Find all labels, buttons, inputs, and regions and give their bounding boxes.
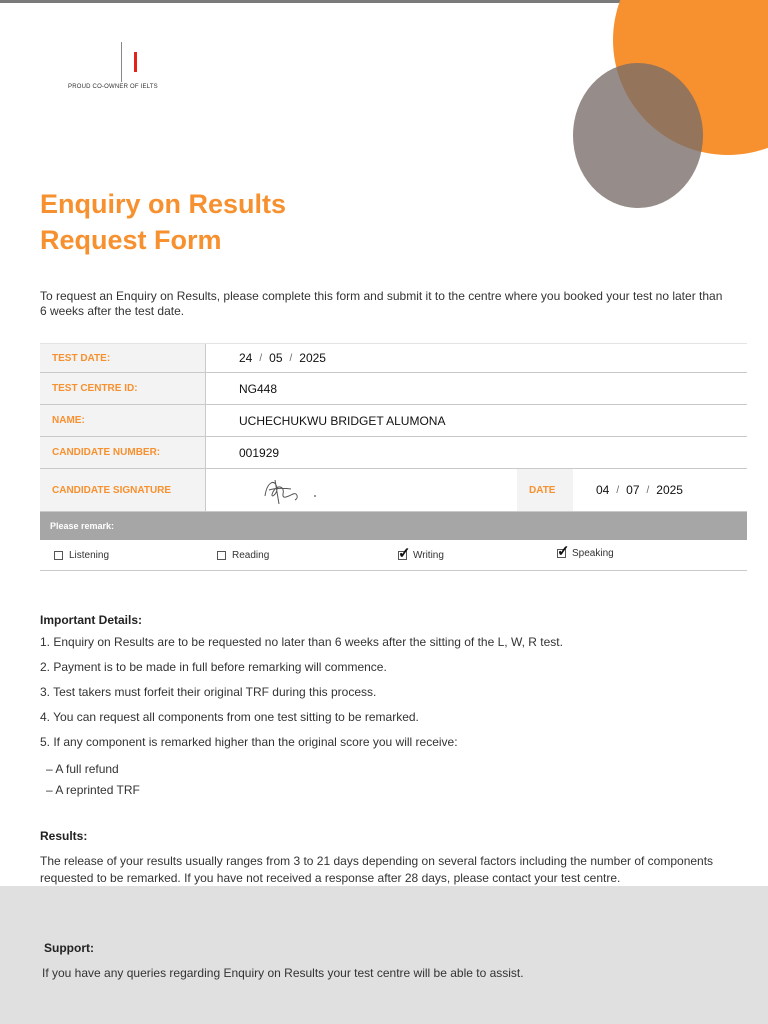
candidate-number-row: [40, 437, 747, 469]
checkbox-label: Writing: [413, 550, 444, 561]
column-divider: [205, 405, 206, 436]
signature-label: CANDIDATE SIGNATURE: [40, 469, 205, 511]
remark-options: [40, 540, 747, 571]
list-item: 3. Test takers must forfeit their original TRF during this process.: [40, 685, 377, 699]
remark-option-reading[interactable]: [217, 550, 269, 561]
date-separator: /: [616, 484, 620, 496]
date-separator: /: [289, 352, 293, 364]
date-month: 07: [626, 483, 640, 497]
checkmark-icon: ✓: [557, 543, 570, 560]
logo-tagline: PROUD CO-OWNER OF IELTS: [68, 84, 158, 90]
remark-option-speaking[interactable]: [557, 543, 614, 560]
test-date-month: 05: [269, 351, 283, 365]
signature-row: [40, 469, 747, 512]
checkbox-checked[interactable]: [398, 545, 411, 562]
candidate-number-label: CANDIDATE NUMBER:: [40, 437, 205, 468]
date-label: DATE: [517, 469, 573, 511]
lower-panel: [0, 886, 768, 1024]
remark-option-writing[interactable]: [398, 545, 444, 562]
test-date-day: 24: [239, 351, 253, 365]
column-divider: [205, 373, 206, 404]
test-centre-field[interactable]: NG448: [239, 381, 278, 396]
name-row: [40, 405, 747, 437]
name-field[interactable]: UCHECHUKWU BRIDGET ALUMONA: [239, 413, 446, 428]
remark-option-listening[interactable]: [54, 550, 109, 561]
intro-text: To request an Enquiry on Results, please complete this form and submit it to the centre where you booked your test no later than 6 weeks after the test date.: [40, 289, 723, 318]
name-label: NAME:: [40, 405, 205, 436]
page-title: [40, 186, 286, 258]
test-centre-row: [40, 373, 747, 405]
checkbox[interactable]: [54, 551, 63, 560]
column-divider: [205, 437, 206, 468]
checkbox[interactable]: [217, 551, 226, 560]
checkmark-icon: ✓: [398, 545, 411, 562]
test-date-field[interactable]: [239, 344, 326, 372]
date-separator: /: [259, 352, 263, 364]
checkbox-label: Listening: [69, 550, 110, 561]
title-line-2: Request Form: [40, 225, 222, 255]
signature-image[interactable]: [255, 474, 325, 506]
test-date-year: 2025: [299, 351, 326, 365]
date-year: 2025: [656, 483, 683, 497]
support-heading: Support:: [44, 941, 94, 955]
logo-divider: [121, 42, 122, 82]
logo-mark: [134, 52, 137, 72]
candidate-number-field[interactable]: 001929: [239, 445, 280, 460]
checkbox-label: Speaking: [572, 548, 614, 559]
list-item: 2. Payment is to be made in full before remarking will commence.: [40, 660, 387, 674]
sub-list-item: – A full refund: [46, 762, 119, 776]
date-separator: /: [646, 484, 650, 496]
remark-heading: Please remark:: [40, 512, 747, 540]
results-heading: Results:: [40, 829, 88, 843]
list-item: 4. You can request all components from one test sitting to be remarked.: [40, 710, 419, 724]
important-list: [40, 635, 730, 760]
grey-circle-decoration: [573, 63, 703, 208]
date-field[interactable]: [596, 469, 683, 511]
test-centre-label: TEST CENTRE ID:: [40, 373, 205, 404]
checkbox-label: Reading: [232, 550, 270, 561]
request-form: [40, 343, 747, 571]
test-date-row: [40, 343, 747, 373]
title-line-1: Enquiry on Results: [40, 189, 287, 219]
column-divider: [205, 344, 206, 372]
checkbox-checked[interactable]: [557, 543, 570, 560]
sub-list-item: – A reprinted TRF: [46, 783, 140, 797]
important-heading: Important Details:: [40, 613, 143, 627]
date-day: 04: [596, 483, 610, 497]
list-item: 5. If any component is remarked higher than the original score you will receive:: [40, 735, 458, 749]
column-divider: [205, 469, 206, 511]
logo: [68, 42, 208, 94]
results-text: The release of your results usually ranges from 3 to 21 days depending on several factors including the number of components requested to be remarked. If you have not received a response after 28 days, please contact your test centre.: [40, 854, 714, 885]
support-text: If you have any queries regarding Enquiry on Results your test centre will be able to assist.: [42, 966, 524, 980]
list-item: 1. Enquiry on Results are to be requested no later than 6 weeks after the sitting of the L, W, R test.: [40, 635, 563, 649]
test-date-label: TEST DATE:: [40, 344, 205, 372]
